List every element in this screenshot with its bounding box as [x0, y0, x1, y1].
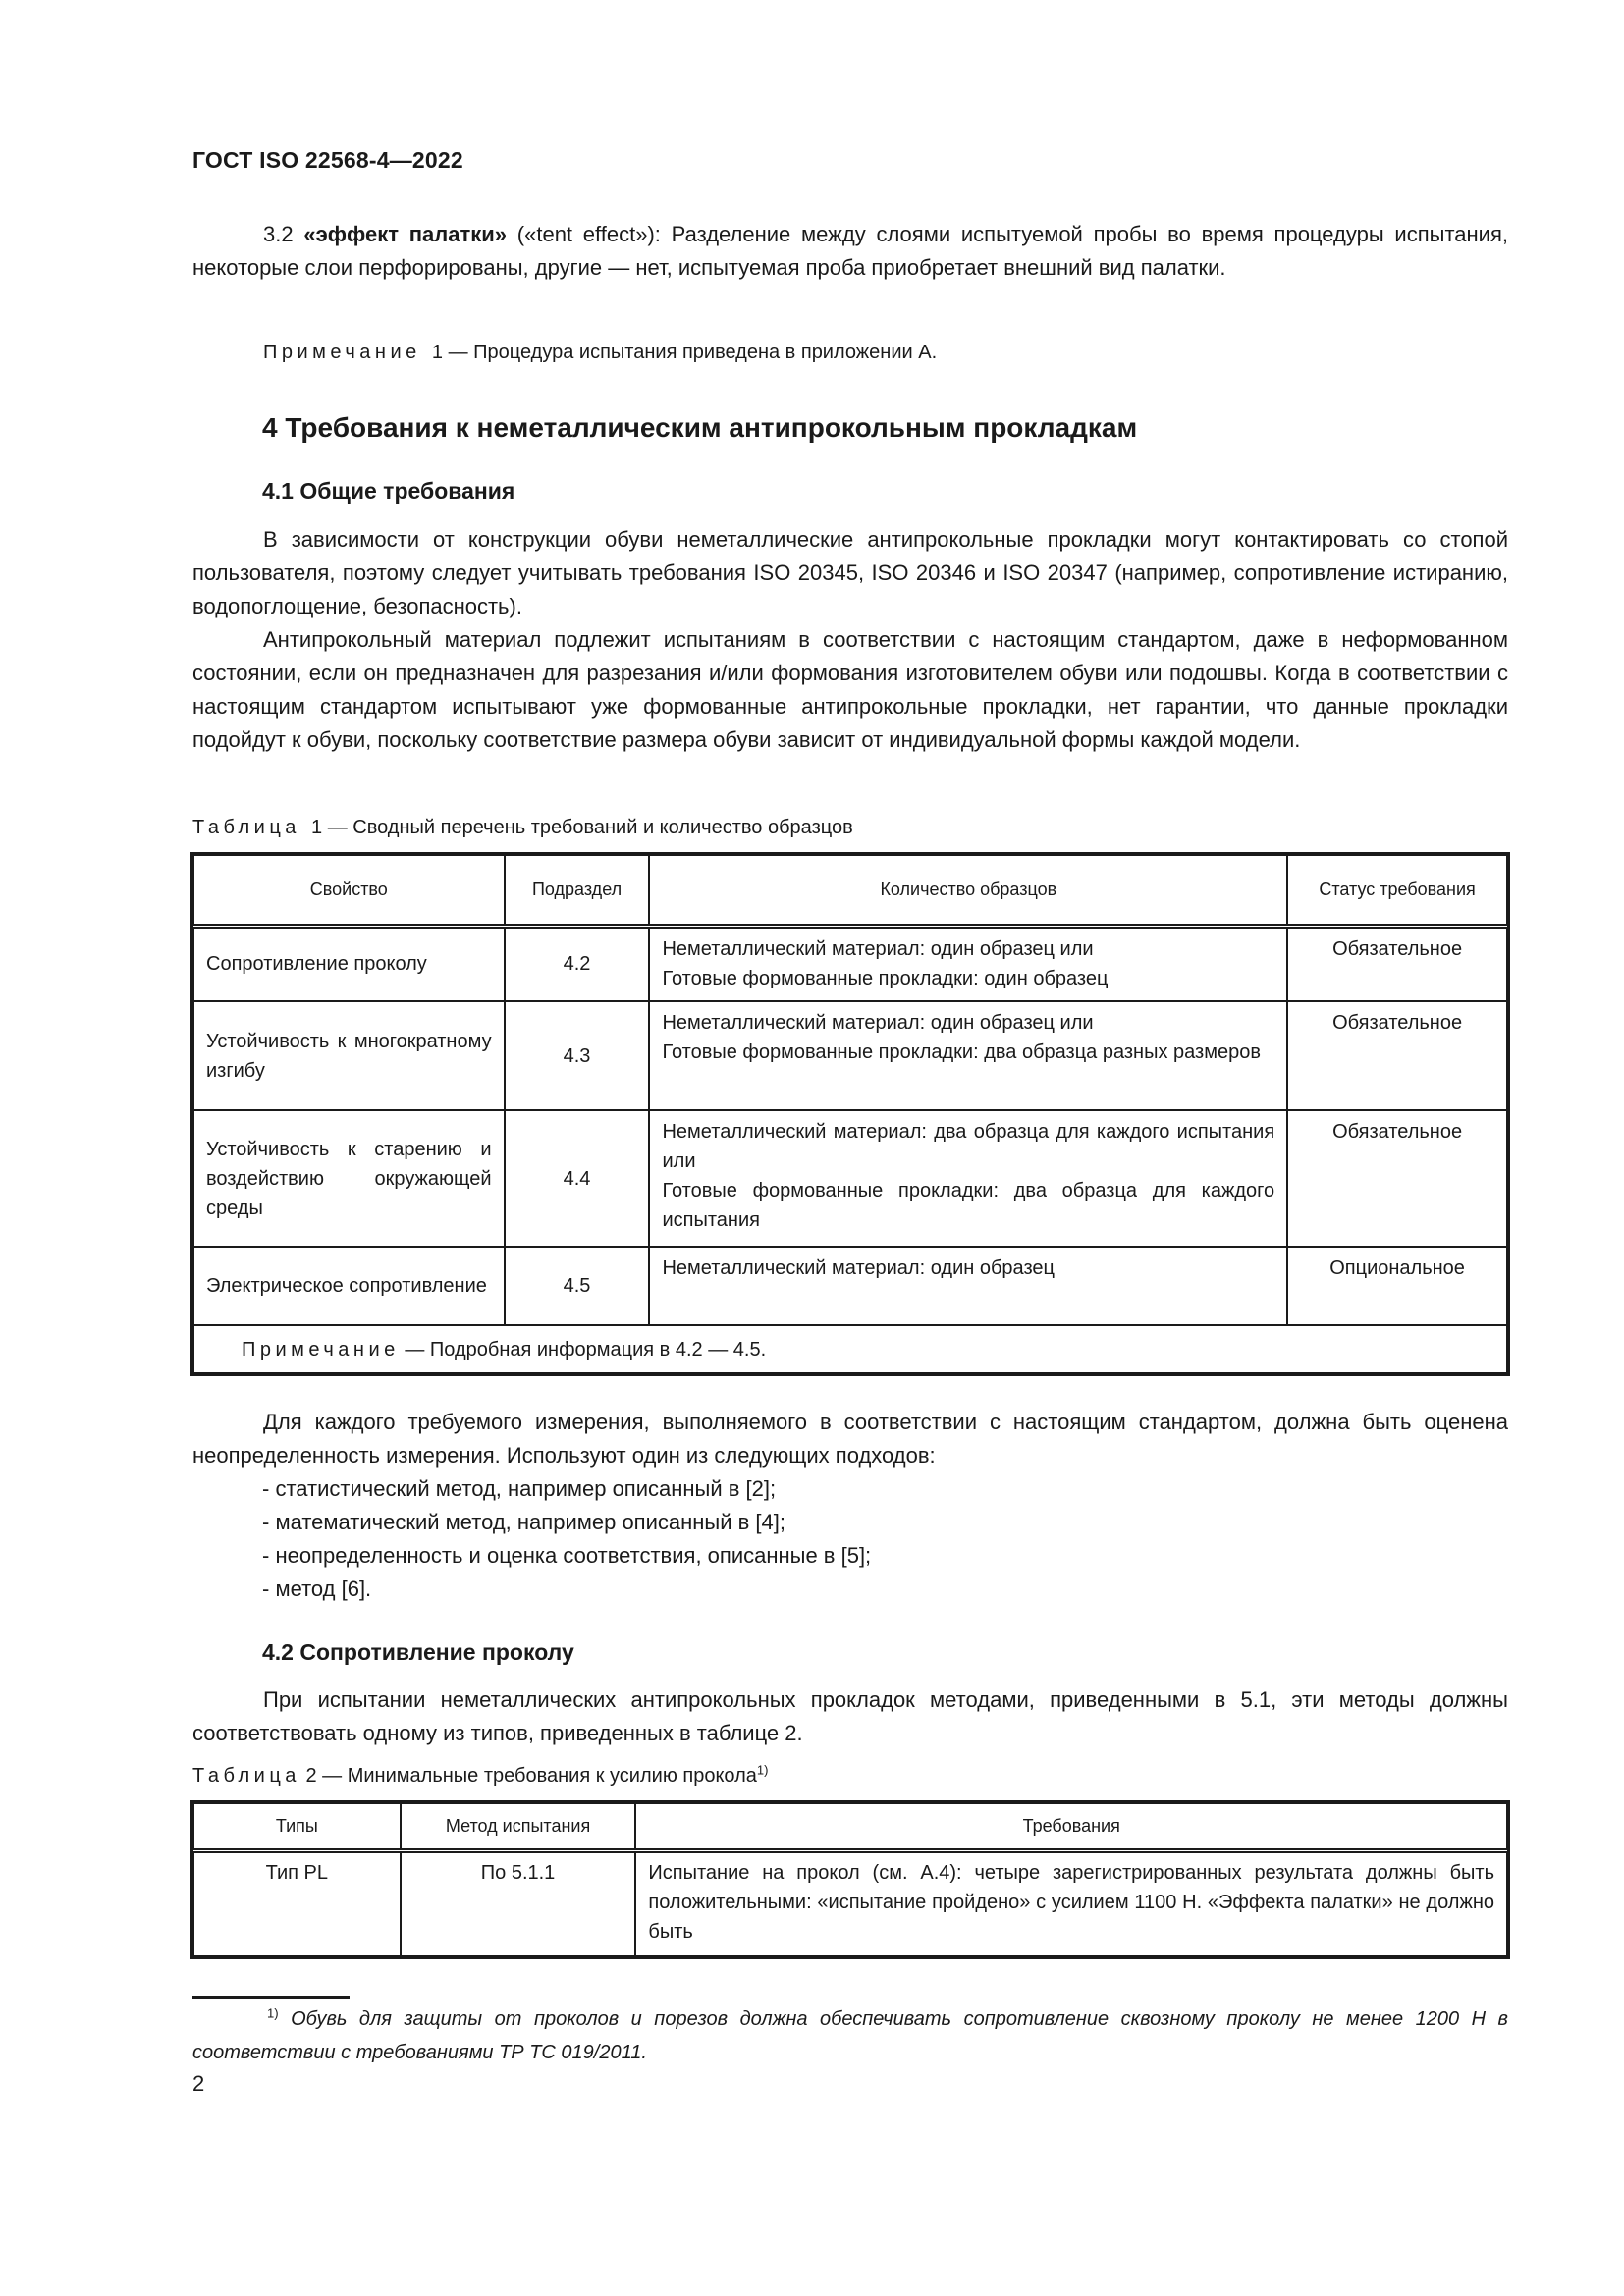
header-method: Метод испытания: [401, 1803, 636, 1850]
cell-subsection: 4.3: [505, 1001, 650, 1110]
section-4-2-title: 4.2 Сопротивление проколу: [262, 1639, 574, 1665]
note-text: 1 — Процедура испытания приведена в приложении А.: [431, 342, 938, 363]
cell-samples: [649, 1110, 1287, 1247]
note-label: Примечание: [242, 1338, 400, 1361]
term-definition-3-2: [192, 218, 1508, 285]
header-types: Типы: [193, 1803, 401, 1850]
approaches-list: [262, 1472, 871, 1606]
cell-method: По 5.1.1: [401, 1850, 636, 1956]
samples-line: Готовые формованные прокладки: два образца для каждого испытания: [662, 1180, 1275, 1231]
section-4-1-paragraph-1: [192, 523, 1508, 623]
cell-samples: [649, 1247, 1287, 1325]
header-status: Статус требования: [1287, 855, 1507, 926]
paragraph-text: Антипрокольный материал подлежит испытаниям в соответствии с настоящим стандартом, даже в неформованном состоянии, если он предназначен для разрезания и/или формования изготовителем обуви или подошвы. Когда в соответствии с настоящим стандартом испытывают уже формованные антипрокольные прокладки, нет гарантии, что данные прокладки подойдут к обуви, поскольку соответствие размера обуви зависит от индивидуальной формы каждой модели.: [192, 627, 1508, 752]
term-english: («tent effect»):: [516, 222, 661, 246]
list-item: - статистический метод, например описанный в [2];: [262, 1476, 777, 1501]
list-item: - метод [6].: [262, 1576, 372, 1601]
cell-requirement: Испытание на прокол (см. А.4): четыре зарегистрированных результата должны быть положительными: «испытание пройдено» с усилием 1100 Н. «Эффекта палатки» не должно быть: [635, 1850, 1507, 1956]
list-item: - математический метод, например описанный в [4];: [262, 1510, 785, 1534]
header-requirements: Требования: [635, 1803, 1507, 1850]
cell-property: Сопротивление проколу: [193, 926, 505, 1001]
caption-text: 1 — Сводный перечень требований и количество образцов: [311, 817, 853, 838]
section-4-1-title: 4.1 Общие требования: [262, 478, 515, 504]
samples-line: Готовые формованные прокладки: один образец: [662, 967, 1109, 989]
section-4-1-paragraph-2: [192, 623, 1508, 757]
section-4-title: 4 Требования к неметаллическим антипрокольным прокладкам: [262, 412, 1138, 443]
cell-subsection: 4.4: [505, 1110, 650, 1247]
note-1: [192, 336, 1508, 369]
term-name: «эффект палатки»: [303, 222, 508, 246]
paragraph-text: Для каждого требуемого измерения, выполняемого в соответствии с настоящим стандартом, должна быть оценена неопределенность измерения. Используют один из следующих подходов:: [192, 1410, 1508, 1468]
header-samples: Количество образцов: [649, 855, 1287, 926]
footnote: [192, 2002, 1508, 2069]
document-id-header: ГОСТ ISO 22568-4—2022: [192, 147, 463, 173]
paragraph-text: В зависимости от конструкции обуви неметаллические антипрокольные прокладки могут контактировать со стопой пользователя, поэтому следует учитывать требования ISO 20345, ISO 20346 и ISO 20347 (например, сопротивление истиранию, водопоглощение, безопасность).: [192, 527, 1508, 618]
page-number: 2: [192, 2071, 205, 2096]
samples-line: Неметаллический материал: два образца для каждого испытания или: [662, 1121, 1275, 1172]
table-row: [193, 926, 1507, 1001]
note-text: — Подробная информация в 4.2 — 4.5.: [405, 1338, 767, 1361]
table-1-caption: [192, 817, 853, 839]
caption-label: Таблица: [192, 817, 300, 838]
list-item: - неопределенность и оценка соответствия, описанные в [5];: [262, 1543, 872, 1568]
cell-property: Электрическое сопротивление: [193, 1247, 505, 1325]
table-1-note-row: [193, 1325, 1507, 1373]
cell-property: Устойчивость к старению и воздействию окружающей среды: [193, 1110, 505, 1247]
cell-subsection: 4.2: [505, 926, 650, 1001]
cell-type: Тип PL: [193, 1850, 401, 1956]
table-2-header-row: [193, 1803, 1507, 1850]
caption-label: Таблица: [192, 1765, 300, 1787]
table-row: [193, 1001, 1507, 1110]
header-subsection: Подраздел: [505, 855, 650, 926]
footnote-text: Обувь для защиты от проколов и порезов должна обеспечивать сопротивление сквозному проколу не менее 1200 Н в соответствии с требованиями ТР ТС 019/2011.: [192, 2008, 1508, 2063]
cell-samples: [649, 1001, 1287, 1110]
table-1-header-row: [193, 855, 1507, 926]
uncertainty-paragraph: [192, 1406, 1508, 1472]
cell-subsection: 4.5: [505, 1247, 650, 1325]
table-1: [192, 854, 1508, 1374]
samples-line: Неметаллический материал: один образец или: [662, 1012, 1094, 1034]
samples-line: Неметаллический материал: один образец: [662, 1257, 1055, 1279]
footnote-reference[interactable]: 1): [756, 1762, 769, 1778]
cell-status: Обязательное: [1287, 1110, 1507, 1247]
table-1-note: [193, 1325, 1507, 1373]
table-row: [193, 1110, 1507, 1247]
footnote-separator: [192, 1996, 350, 1999]
term-definition-line3: внешний вид палатки.: [1003, 255, 1226, 280]
cell-samples: [649, 926, 1287, 1001]
table-row: [193, 1850, 1507, 1956]
footnote-marker: 1): [267, 2005, 279, 2021]
paragraph-text: При испытании неметаллических антипрокольных прокладок методами, приведенными в 5.1, эти методы должны соответствовать одному из типов, приведенных в таблице 2.: [192, 1687, 1508, 1745]
table-row: [193, 1247, 1507, 1325]
cell-status: Обязательное: [1287, 1001, 1507, 1110]
cell-status: Обязательное: [1287, 926, 1507, 1001]
note-label: Примечание: [263, 342, 421, 363]
samples-line: Готовые формованные прокладки: два образца разных размеров: [662, 1041, 1261, 1063]
header-property: Свойство: [193, 855, 505, 926]
term-definition-line2: процедуры испытания, некоторые слои перфорированы, другие — нет, испытуемая проба приобретает: [192, 222, 1508, 280]
table-2: [192, 1802, 1508, 1957]
term-number: 3.2: [263, 222, 294, 246]
cell-property: Устойчивость к многократному изгибу: [193, 1001, 505, 1110]
caption-text: 2 — Минимальные требования к усилию прокола: [305, 1765, 757, 1787]
term-definition-text: Разделение между слоями испытуемой пробы во время: [671, 222, 1264, 246]
table-2-caption: [192, 1762, 769, 1788]
samples-line: Неметаллический материал: один образец или: [662, 937, 1094, 960]
section-4-2-paragraph: [192, 1683, 1508, 1750]
cell-status: Опциональное: [1287, 1247, 1507, 1325]
